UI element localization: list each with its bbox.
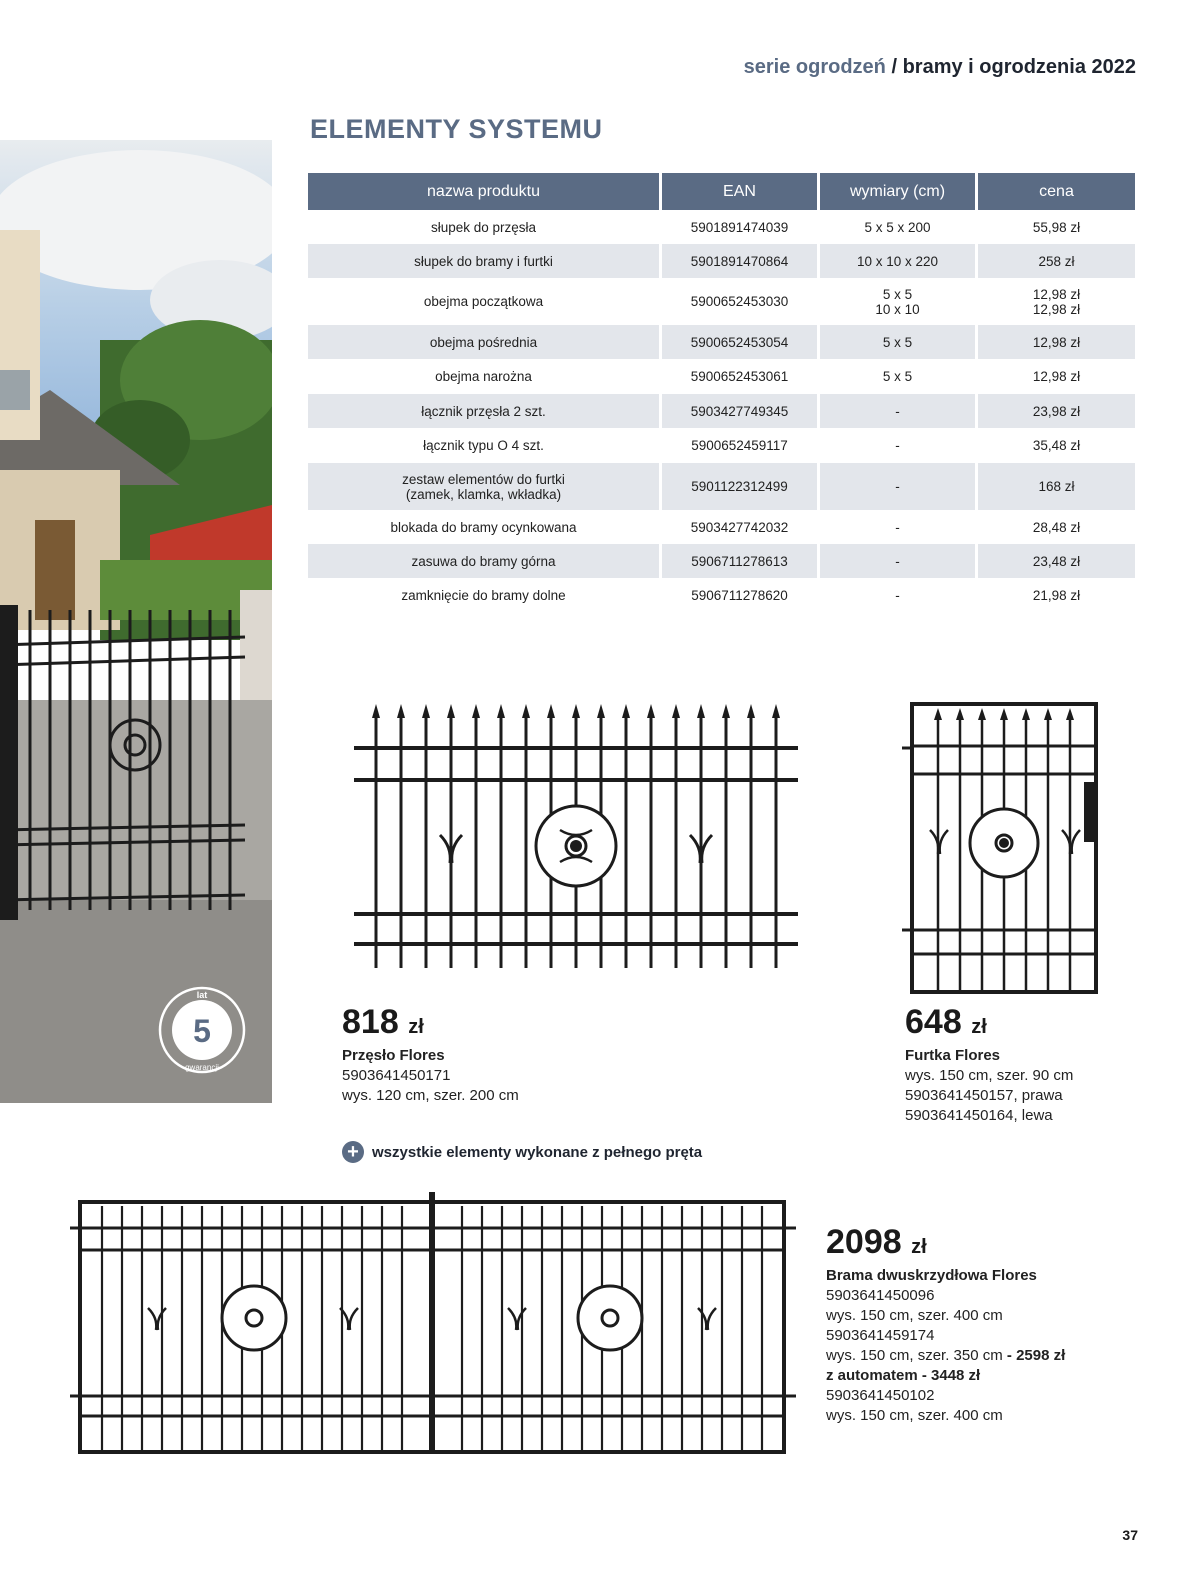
product-name: Przęsło Flores [342,1047,445,1064]
dims-2-text: wys. 150 cm, szer. 350 cm [826,1347,1003,1364]
cell-name: zamknięcie do bramy dolne [308,578,662,613]
product-name: Furtka Flores [905,1047,1001,1064]
cell-name: zasuwa do bramy górna [308,544,662,578]
header-series: serie ogrodzeń [743,56,886,78]
price-currency: zł [971,1016,987,1038]
cell-name: obejma początkowa [308,278,662,325]
plus-icon: + [342,1141,364,1163]
wicket-gate-drawing [898,700,1102,1001]
product-dimensions-2 [826,1346,1065,1366]
cell-name: obejma narożna [308,359,662,394]
automat-text: z automatem - 3448 zł [826,1367,981,1384]
cell-price: 35,48 zł [1032,438,1081,453]
cell-name: słupek do przęsła [308,210,662,244]
cell-ean: 5900652453061 [662,359,820,394]
table-header-row [308,173,1135,210]
product-ean-2: 5903641459174 [826,1327,935,1344]
cell-price: 28,48 zł [1032,519,1081,535]
table-row [308,510,1135,544]
product-ean: 5903641450171 [342,1067,451,1084]
cell-ean: 5901122312499 [662,463,820,510]
table-row [308,578,1135,613]
cell-name [308,463,662,510]
cell-name: łącznik przęsła 2 szt. [308,394,662,428]
price [342,1003,519,1046]
product-ean-left: 5903641450164, lewa [905,1107,1053,1124]
price-value: 818 [342,1003,399,1041]
fence-panel-drawing [350,700,802,977]
product-brama [826,1223,1065,1426]
cell-dimensions: - [820,394,978,428]
price [826,1223,1065,1266]
product-ean-3: 5903641450102 [826,1387,935,1404]
cell-price: 258 zł [978,244,1135,278]
product-dimensions-1: wys. 150 cm, szer. 400 cm [826,1307,1003,1324]
warranty-bottom-text: gwarancji [185,1063,219,1072]
system-elements-table [308,173,1135,613]
cell-dimensions: 5 x 5 x 200 [820,210,978,244]
table-row [308,359,1135,394]
cell-name: obejma pośrednia [308,325,662,359]
cell-name-line2: (zamek, klamka, wkładka) [405,486,562,502]
cell-ean: 5900652453030 [662,278,820,325]
product-przeslo [342,1003,519,1106]
product-dimensions: wys. 120 cm, szer. 200 cm [342,1087,519,1104]
warranty-years: 5 [193,1013,211,1049]
cell-name: blokada do bramy ocynkowana [308,510,662,544]
cell-dimensions: 5 x 5 [820,359,978,394]
dims-2-price: - 2598 zł [1002,1347,1066,1364]
product-name: Brama dwuskrzydłowa Flores [826,1267,1037,1284]
cell-price-line2: 12,98 zł [1032,301,1081,317]
cell-name: słupek do bramy i furtki [308,244,662,278]
cell-dimensions [820,278,978,325]
cell-dimensions-line2: 10 x 10 [875,301,920,317]
cell-dimensions: - [820,463,978,510]
table-row [308,394,1135,428]
double-gate-drawing [68,1188,802,1463]
cell-dimensions: - [820,428,978,463]
price [905,1003,1073,1046]
note-text: wszystkie elementy wykonane z pełnego pręta [372,1143,703,1161]
cell-price [978,278,1135,325]
warranty-top-text: lat [196,990,208,1000]
cell-dimensions: 5 x 5 [820,325,978,359]
table-row [308,325,1135,359]
price-value: 648 [905,1003,962,1041]
table-row [308,428,1135,463]
cell-ean: 5900652453054 [662,325,820,359]
cell-ean: 5906711278613 [662,544,820,578]
product-dimensions-3: wys. 150 cm, szer. 400 cm [826,1407,1003,1424]
col-header-ean: EAN [662,173,820,210]
cell-ean: 5903427742032 [662,510,820,544]
cell-name: łącznik typu O 4 szt. [308,428,662,463]
cell-price: 23,48 zł [978,544,1135,578]
warranty-badge [158,986,246,1074]
col-header-dimensions: wymiary (cm) [820,173,978,210]
table-row [308,244,1135,278]
price-currency: zł [408,1016,424,1038]
material-note [342,1141,702,1163]
cell-ean: 5901891470864 [662,244,820,278]
product-ean-1: 5903641450096 [826,1287,935,1304]
cell-dimensions-line1: 5 x 5 [882,286,913,302]
table-row [308,463,1135,510]
table-row [308,210,1135,244]
cell-price: 12,98 zł [978,325,1135,359]
cell-ean: 5901891474039 [662,210,820,244]
product-furtka [905,1003,1073,1126]
table-row [308,544,1135,578]
table-row [308,278,1135,325]
page-number: 37 [1122,1527,1138,1543]
cell-price-line1: 12,98 zł [1032,286,1081,302]
cell-dimensions: - [820,578,978,613]
cell-ean: 5906711278620 [662,578,820,613]
product-automat-price [826,1366,1065,1386]
product-dimensions: wys. 150 cm, szer. 90 cm [905,1067,1074,1084]
cell-dimensions: - [820,544,978,578]
cell-price: 168 zł [978,463,1135,510]
header-catalog-title: / bramy i ogrodzenia 2022 [885,56,1136,78]
header-breadcrumb [744,56,1136,79]
cell-price: 23,98 zł [978,394,1135,428]
gate-photo [0,140,272,1103]
col-header-price: cena [978,173,1135,210]
price-currency: zł [911,1236,927,1258]
cell-ean: 5900652459117 [662,428,820,463]
price-value: 2098 [826,1223,902,1261]
cell-price: 21,98 zł [1032,588,1081,603]
cell-ean: 5903427749345 [662,394,820,428]
cell-price: 12,98 zł [1032,369,1081,384]
cell-price: 55,98 zł [1032,219,1081,235]
product-ean-right: 5903641450157, prawa [905,1087,1063,1104]
cell-dimensions: 10 x 10 x 220 [820,244,978,278]
cell-name-line1: zestaw elementów do furtki [402,471,565,487]
col-header-name: nazwa produktu [308,173,662,210]
cell-dimensions: - [820,510,978,544]
section-title: ELEMENTY SYSTEMU [310,114,603,144]
